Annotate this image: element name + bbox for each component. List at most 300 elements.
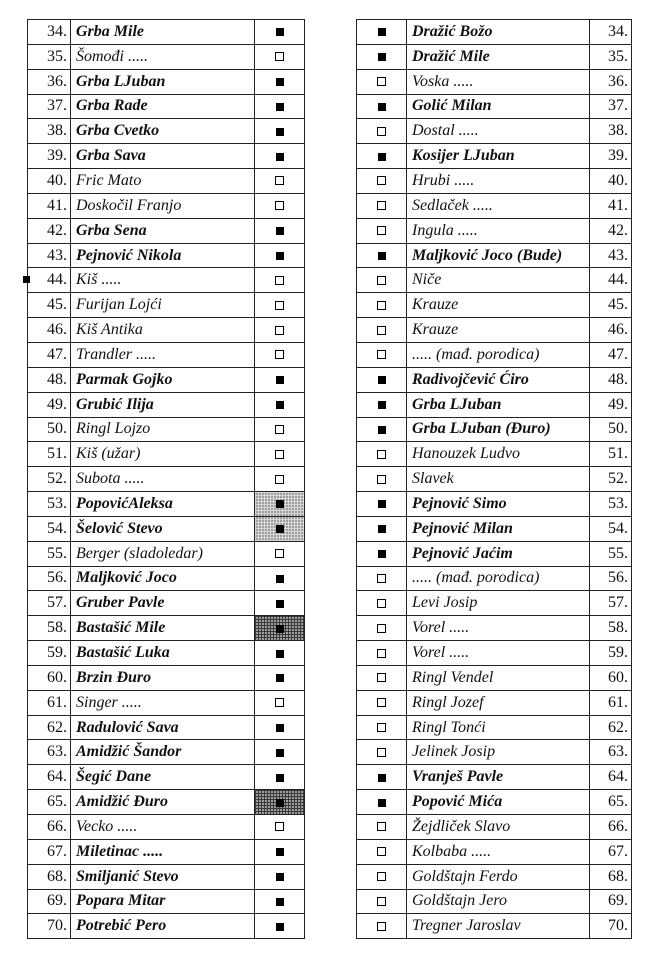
- row-number: 40.: [28, 169, 71, 194]
- empty-square-icon: [275, 822, 284, 831]
- table-row: [28, 218, 305, 243]
- empty-square-icon: [275, 549, 284, 558]
- table-row: [28, 342, 305, 367]
- filled-square-icon: [276, 674, 284, 682]
- empty-square-icon: [275, 301, 284, 310]
- table-row: [357, 541, 632, 566]
- table-row: [357, 268, 632, 293]
- row-number: 57.: [28, 591, 71, 616]
- right-row-41-status: [357, 193, 407, 218]
- filled-square-icon: [378, 500, 386, 508]
- left-row-46-status: [255, 318, 305, 343]
- table-row: [28, 740, 305, 765]
- row-number: 38.: [28, 119, 71, 144]
- row-number: 65.: [590, 790, 632, 815]
- person-name: ..... (mađ. porodica): [407, 566, 590, 591]
- left-row-67-status: [255, 839, 305, 864]
- person-name: Trandler .....: [71, 342, 255, 367]
- row-number: 49.: [28, 392, 71, 417]
- row-number: 68.: [28, 864, 71, 889]
- empty-square-icon: [275, 176, 284, 185]
- person-name: Brzin Đuro: [71, 665, 255, 690]
- table-row: [357, 417, 632, 442]
- person-name: Potrebić Pero: [71, 914, 255, 939]
- empty-square-icon: [377, 326, 386, 335]
- row-number: 66.: [28, 815, 71, 840]
- table-row: [28, 169, 305, 194]
- row-number: 41.: [28, 193, 71, 218]
- person-name: Amidžić Đuro: [71, 790, 255, 815]
- filled-square-icon: [378, 401, 386, 409]
- filled-square-icon: [378, 550, 386, 558]
- person-name: Vorel .....: [407, 616, 590, 641]
- empty-square-icon: [377, 872, 386, 881]
- empty-square-icon: [377, 201, 386, 210]
- left-row-68-status: [255, 864, 305, 889]
- person-name: Miletinac .....: [71, 839, 255, 864]
- table-row: [28, 566, 305, 591]
- row-number: 69.: [590, 889, 632, 914]
- right-row-44-status: [357, 268, 407, 293]
- table-row: [28, 591, 305, 616]
- empty-square-icon: [377, 350, 386, 359]
- table-row: [28, 392, 305, 417]
- table-row: [28, 467, 305, 492]
- right-row-59-status: [357, 641, 407, 666]
- person-name: Grba LJuban: [71, 69, 255, 94]
- person-name: Kiš (užar): [71, 442, 255, 467]
- empty-square-icon: [377, 276, 386, 285]
- table-row: [357, 516, 632, 541]
- left-row-64-status: [255, 765, 305, 790]
- row-number: 37.: [28, 94, 71, 119]
- row-number: 53.: [28, 492, 71, 517]
- right-row-53-status: [357, 492, 407, 517]
- empty-square-icon: [377, 226, 386, 235]
- right-row-34-status: [357, 20, 407, 45]
- right-row-36-status: [357, 69, 407, 94]
- left-row-61-status: [255, 690, 305, 715]
- empty-square-icon: [377, 673, 386, 682]
- empty-square-icon: [377, 574, 386, 583]
- right-row-60-status: [357, 665, 407, 690]
- person-name: Vorel .....: [407, 641, 590, 666]
- empty-square-icon: [377, 624, 386, 633]
- row-number: 61.: [590, 690, 632, 715]
- table-row: [28, 616, 305, 641]
- person-name: Levi Josip: [407, 591, 590, 616]
- left-row-39-status: [255, 144, 305, 169]
- filled-square-icon: [276, 376, 284, 384]
- person-name: ..... (mađ. porodica): [407, 342, 590, 367]
- person-name: Parmak Gojko: [71, 367, 255, 392]
- table-row: [357, 591, 632, 616]
- filled-square-icon: [378, 525, 386, 533]
- right-row-42-status: [357, 218, 407, 243]
- filled-square-icon: [378, 774, 386, 782]
- table-row: [357, 740, 632, 765]
- row-number: 50.: [590, 417, 632, 442]
- left-row-42-status: [255, 218, 305, 243]
- filled-square-icon: [276, 724, 284, 732]
- table-row: [357, 144, 632, 169]
- empty-square-icon: [377, 847, 386, 856]
- table-row: [28, 541, 305, 566]
- filled-square-icon: [276, 103, 284, 111]
- right-row-46-status: [357, 318, 407, 343]
- filled-square-icon: [276, 799, 284, 807]
- empty-square-icon: [377, 127, 386, 136]
- table-row: [357, 641, 632, 666]
- table-row: [357, 367, 632, 392]
- left-row-59-status: [255, 641, 305, 666]
- row-number: 34.: [28, 20, 71, 45]
- person-name: Pejnović Jaćim: [407, 541, 590, 566]
- row-number: 58.: [28, 616, 71, 641]
- right-row-66-status: [357, 815, 407, 840]
- empty-square-icon: [275, 698, 284, 707]
- row-number: 34.: [590, 20, 632, 45]
- person-name: Dražić Božo: [407, 20, 590, 45]
- person-name: Ringl Jozef: [407, 690, 590, 715]
- person-name: Bastašić Luka: [71, 641, 255, 666]
- left-row-57-status: [255, 591, 305, 616]
- empty-square-icon: [377, 649, 386, 658]
- filled-square-icon: [378, 252, 386, 260]
- table-row: [28, 690, 305, 715]
- person-name: Šomođi .....: [71, 44, 255, 69]
- table-row: [28, 193, 305, 218]
- table-row: [28, 815, 305, 840]
- table-row: [357, 243, 632, 268]
- empty-square-icon: [377, 599, 386, 608]
- left-row-62-status: [255, 715, 305, 740]
- table-row: [357, 467, 632, 492]
- person-name: Subota .....: [71, 467, 255, 492]
- filled-square-icon: [378, 426, 386, 434]
- left-row-51-status: [255, 442, 305, 467]
- filled-square-icon: [276, 28, 284, 36]
- person-name: Bastašić Mile: [71, 616, 255, 641]
- table-row: [28, 417, 305, 442]
- right-row-63-status: [357, 740, 407, 765]
- right-row-70-status: [357, 914, 407, 939]
- table-row: [28, 69, 305, 94]
- row-number: 56.: [28, 566, 71, 591]
- left-residents-table: [27, 19, 305, 939]
- left-row-56-status: [255, 566, 305, 591]
- person-name: Vranješ Pavle: [407, 765, 590, 790]
- empty-square-icon: [377, 748, 386, 757]
- person-name: Grba Cvetko: [71, 119, 255, 144]
- table-row: [28, 44, 305, 69]
- empty-square-icon: [275, 52, 284, 61]
- filled-square-icon: [378, 28, 386, 36]
- person-name: Pejnović Milan: [407, 516, 590, 541]
- row-number: 52.: [590, 467, 632, 492]
- empty-square-icon: [275, 350, 284, 359]
- person-name: Furijan Lojći: [71, 293, 255, 318]
- filled-square-icon: [276, 227, 284, 235]
- table-row: [28, 889, 305, 914]
- table-row: [357, 889, 632, 914]
- row-number: 59.: [590, 641, 632, 666]
- empty-square-icon: [275, 201, 284, 210]
- row-number: 66.: [590, 815, 632, 840]
- filled-square-icon: [276, 923, 284, 931]
- filled-square-icon: [276, 252, 284, 260]
- row-number: 35.: [28, 44, 71, 69]
- filled-square-icon: [276, 873, 284, 881]
- row-number: 54.: [28, 516, 71, 541]
- empty-square-icon: [377, 176, 386, 185]
- table-row: [357, 790, 632, 815]
- person-name: Kolbaba .....: [407, 839, 590, 864]
- person-name: Dostal .....: [407, 119, 590, 144]
- row-number: 42.: [590, 218, 632, 243]
- filled-square-icon: [276, 401, 284, 409]
- filled-square-icon: [276, 749, 284, 757]
- person-name: Maljković Joco: [71, 566, 255, 591]
- table-row: [357, 864, 632, 889]
- table-row: [357, 815, 632, 840]
- row-number: 55.: [28, 541, 71, 566]
- row-number: 41.: [590, 193, 632, 218]
- right-row-49-status: [357, 392, 407, 417]
- row-number: 61.: [28, 690, 71, 715]
- left-row-48-status: [255, 367, 305, 392]
- empty-square-icon: [377, 698, 386, 707]
- empty-square-icon: [377, 897, 386, 906]
- row-number: 52.: [28, 467, 71, 492]
- empty-square-icon: [377, 301, 386, 310]
- table-row: [28, 367, 305, 392]
- person-name: Kiš Antika: [71, 318, 255, 343]
- right-row-61-status: [357, 690, 407, 715]
- left-row-58-status: [255, 616, 305, 641]
- person-name: Šegić Dane: [71, 765, 255, 790]
- empty-square-icon: [275, 475, 284, 484]
- person-name: Kosijer LJuban: [407, 144, 590, 169]
- row-number: 42.: [28, 218, 71, 243]
- left-row-60-status: [255, 665, 305, 690]
- row-number: 45.: [590, 293, 632, 318]
- right-row-48-status: [357, 367, 407, 392]
- row-number: 57.: [590, 591, 632, 616]
- table-row: [357, 193, 632, 218]
- row-number: 60.: [590, 665, 632, 690]
- row-number: 51.: [590, 442, 632, 467]
- right-row-47-status: [357, 342, 407, 367]
- table-row: [28, 119, 305, 144]
- empty-square-icon: [377, 822, 386, 831]
- table-row: [357, 218, 632, 243]
- row-number: 47.: [590, 342, 632, 367]
- person-name: Grba Rade: [71, 94, 255, 119]
- empty-square-icon: [377, 450, 386, 459]
- row-number: 70.: [28, 914, 71, 939]
- person-name: Grba LJuban (Đuro): [407, 417, 590, 442]
- table-row: [357, 839, 632, 864]
- table-row: [28, 442, 305, 467]
- left-row-63-status: [255, 740, 305, 765]
- row-number: 59.: [28, 641, 71, 666]
- table-row: [28, 715, 305, 740]
- right-row-45-status: [357, 293, 407, 318]
- table-row: [357, 492, 632, 517]
- row-number: 35.: [590, 44, 632, 69]
- filled-square-icon: [378, 376, 386, 384]
- filled-square-icon: [276, 575, 284, 583]
- row-number: 38.: [590, 119, 632, 144]
- table-row: [28, 641, 305, 666]
- person-name: Pejnović Nikola: [71, 243, 255, 268]
- row-number: 48.: [28, 367, 71, 392]
- person-name: Radulović Sava: [71, 715, 255, 740]
- left-row-36-status: [255, 69, 305, 94]
- person-name: Radivojčević Ćiro: [407, 367, 590, 392]
- filled-square-icon: [276, 848, 284, 856]
- left-row-43-status: [255, 243, 305, 268]
- person-name: Ringl Vendel: [407, 665, 590, 690]
- filled-square-icon: [276, 774, 284, 782]
- left-row-44-status: [255, 268, 305, 293]
- person-name: Doskočil Franjo: [71, 193, 255, 218]
- row-number: 44.: [28, 268, 71, 293]
- person-name: Krauze: [407, 293, 590, 318]
- filled-square-icon: [378, 799, 386, 807]
- person-name: Grba Mile: [71, 20, 255, 45]
- row-number: 54.: [590, 516, 632, 541]
- person-name: Slavek: [407, 467, 590, 492]
- table-row: [357, 94, 632, 119]
- person-name: Ingula .....: [407, 218, 590, 243]
- row-number: 70.: [590, 914, 632, 939]
- table-row: [357, 715, 632, 740]
- filled-square-icon: [276, 78, 284, 86]
- row-number: 43.: [28, 243, 71, 268]
- person-name: Žejdliček Slavo: [407, 815, 590, 840]
- left-row-65-status: [255, 790, 305, 815]
- row-number: 39.: [28, 144, 71, 169]
- right-row-54-status: [357, 516, 407, 541]
- person-name: Niče: [407, 268, 590, 293]
- left-row-53-status: [255, 492, 305, 517]
- left-row-54-status: [255, 516, 305, 541]
- left-row-40-status: [255, 169, 305, 194]
- table-row: [28, 268, 305, 293]
- table-row: [357, 293, 632, 318]
- empty-square-icon: [377, 475, 386, 484]
- person-name: Grba LJuban: [407, 392, 590, 417]
- row-number: 63.: [28, 740, 71, 765]
- row-number: 40.: [590, 169, 632, 194]
- filled-square-icon: [276, 128, 284, 136]
- filled-square-icon: [276, 500, 284, 508]
- left-row-45-status: [255, 293, 305, 318]
- row-number: 46.: [590, 318, 632, 343]
- right-row-51-status: [357, 442, 407, 467]
- empty-square-icon: [377, 723, 386, 732]
- filled-square-icon: [378, 53, 386, 61]
- person-name: Voska .....: [407, 69, 590, 94]
- filled-square-icon: [276, 600, 284, 608]
- row-number: 56.: [590, 566, 632, 591]
- person-name: Maljković Joco (Bude): [407, 243, 590, 268]
- table-row: [28, 144, 305, 169]
- filled-square-icon: [276, 650, 284, 658]
- right-row-65-status: [357, 790, 407, 815]
- left-row-34-status: [255, 20, 305, 45]
- right-row-58-status: [357, 616, 407, 641]
- right-row-38-status: [357, 119, 407, 144]
- right-row-55-status: [357, 541, 407, 566]
- row-number: 36.: [28, 69, 71, 94]
- person-name: Goldštajn Jero: [407, 889, 590, 914]
- table-row: [28, 293, 305, 318]
- person-name: Amidžić Šandor: [71, 740, 255, 765]
- person-name: Popara Mitar: [71, 889, 255, 914]
- person-name: Ringl Lojzo: [71, 417, 255, 442]
- empty-square-icon: [377, 77, 386, 86]
- filled-square-icon: [276, 525, 284, 533]
- person-name: Šelović Stevo: [71, 516, 255, 541]
- person-name: Jelinek Josip: [407, 740, 590, 765]
- person-name: Fric Mato: [71, 169, 255, 194]
- right-row-52-status: [357, 467, 407, 492]
- margin-square-icon: [23, 276, 30, 283]
- row-number: 47.: [28, 342, 71, 367]
- right-row-56-status: [357, 566, 407, 591]
- right-row-68-status: [357, 864, 407, 889]
- filled-square-icon: [276, 625, 284, 633]
- row-number: 62.: [590, 715, 632, 740]
- table-row: [28, 20, 305, 45]
- table-row: [28, 318, 305, 343]
- empty-square-icon: [275, 276, 284, 285]
- table-row: [357, 169, 632, 194]
- person-name: Hanouzek Ludvo: [407, 442, 590, 467]
- person-name: Golić Milan: [407, 94, 590, 119]
- right-row-69-status: [357, 889, 407, 914]
- table-row: [357, 44, 632, 69]
- table-row: [28, 914, 305, 939]
- row-number: 67.: [28, 839, 71, 864]
- table-row: [357, 318, 632, 343]
- person-name: Berger (sladoledar): [71, 541, 255, 566]
- right-row-40-status: [357, 169, 407, 194]
- row-number: 37.: [590, 94, 632, 119]
- table-row: [28, 839, 305, 864]
- table-row: [28, 94, 305, 119]
- person-name: Grubić Ilija: [71, 392, 255, 417]
- table-row: [28, 516, 305, 541]
- filled-square-icon: [276, 153, 284, 161]
- table-row: [357, 665, 632, 690]
- row-number: 46.: [28, 318, 71, 343]
- row-number: 49.: [590, 392, 632, 417]
- row-number: 45.: [28, 293, 71, 318]
- row-number: 64.: [590, 765, 632, 790]
- left-row-55-status: [255, 541, 305, 566]
- row-number: 63.: [590, 740, 632, 765]
- right-row-43-status: [357, 243, 407, 268]
- filled-square-icon: [378, 153, 386, 161]
- table-row: [357, 690, 632, 715]
- right-row-64-status: [357, 765, 407, 790]
- left-row-41-status: [255, 193, 305, 218]
- person-name: Gruber Pavle: [71, 591, 255, 616]
